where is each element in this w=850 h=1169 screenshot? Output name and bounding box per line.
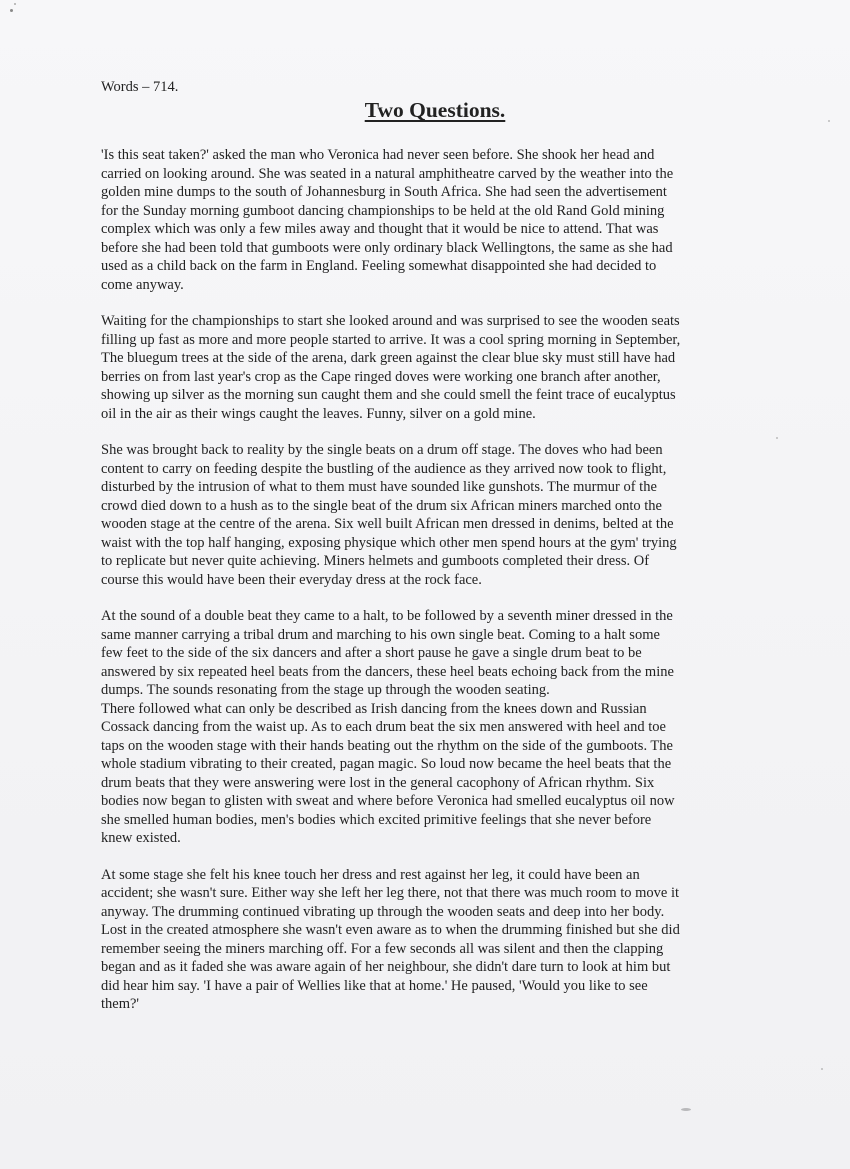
story-body <box>101 146 781 1032</box>
scan-speck <box>14 3 16 5</box>
document-title: Two Questions. <box>364 98 506 122</box>
text-line: complex which was only a few miles away and thought that it would be nice to attend. That was <box>101 221 659 237</box>
text-line: Cossack dancing from the waist up. As to each drum beat the six men answered with heel and toe <box>101 719 666 735</box>
text-line: used as a child back on the farm in England. Feeling somewhat disappointed she had decided to <box>101 258 657 274</box>
text-line: them?' <box>101 996 140 1012</box>
paragraph-2 <box>101 312 781 423</box>
paragraph-3 <box>101 441 781 589</box>
text-line: remember seeing the miners marching off. For a few seconds all was silent and then the clapping <box>101 940 664 957</box>
text-line: She was brought back to reality by the single beats on a drum off stage. The doves who had been <box>101 442 663 458</box>
text-line: knew existed. <box>101 830 181 846</box>
text-line: Lost in the created atmosphere she wasn't even aware as to when the drumming finished but she did <box>101 922 680 938</box>
text-line: whole stadium vibrating to their created, pagan magic. So loud now became the heel beats that the <box>101 756 672 772</box>
scan-speck <box>681 1108 691 1111</box>
text-line: carried on looking around. She was seated in a natural amphitheatre carved by the weather into the <box>101 165 674 182</box>
text-line: oil in the air as their wings caught the leaves. Funny, silver on a gold mine. <box>101 405 536 422</box>
text-line: showing up silver as the morning sun caught them and she could smell the feint trace of eucalyptus <box>101 387 676 403</box>
text-line: accident; she wasn't sure. Either way she left her leg there, not that there was much room to move it <box>101 885 679 901</box>
text-line: dumps. The sounds resonating from the stage up through the wooden seating. <box>101 682 550 698</box>
text-line: anyway. The drumming continued vibrating up through the wooden seats and deep into her body. <box>101 903 665 920</box>
text-line: she smelled human bodies, men's bodies which excited primitive feelings that she never before <box>101 811 652 828</box>
text-line: to replicate but never quite achieving. Miners helmets and gumboots completed their dress. Of <box>101 553 650 569</box>
text-line: There followed what can only be described as Irish dancing from the knees down and Russian <box>101 700 647 717</box>
text-line: content to carry on feeding despite the bustling of the audience as they arrived now took to flight, <box>101 460 667 477</box>
text-line: golden mine dumps to the south of Johannesburg in South Africa. She had seen the advertisement <box>101 184 667 200</box>
text-line: for the Sunday morning gumboot dancing championships to be held at the old Rand Gold mining <box>101 202 665 219</box>
text-line: few feet to the side of the six dancers and after a short pause he gave a single drum beat to be <box>101 645 642 661</box>
text-line: course this would have been their everyday dress at the rock face. <box>101 571 482 588</box>
text-line: filling up fast as more and more people started to arrive. It was a cool spring morning in September, <box>101 331 681 348</box>
paragraph-4 <box>101 607 781 700</box>
paragraph-6 <box>101 866 781 1014</box>
text-line: berries on from last year's crop as the Cape ringed doves were working one branch after another, <box>101 368 661 385</box>
text-line: wooden stage at the centre of the arena. Six well built African men dressed in denims, belted at the <box>101 516 674 532</box>
text-line: began and as it faded she was aware again of her neighbour, she didn't dare turn to look at him but <box>101 959 671 975</box>
text-line: did hear him say. 'I have a pair of Wellies like that at home.' He paused, 'Would you like to see <box>101 977 648 994</box>
scan-speck <box>776 437 778 439</box>
text-line: taps on the wooden stage with their hands beating out the rhythm on the side of the gumboots. The <box>101 737 673 754</box>
text-line: 'Is this seat taken?' asked the man who Veronica had never seen before. She shook her head and <box>101 147 655 163</box>
text-line: come anyway. <box>101 276 184 293</box>
text-line: bodies now began to glisten with sweat and where before Veronica had smelled eucalyptus oil now <box>101 793 675 809</box>
text-line: At some stage she felt his knee touch her dress and rest against her leg, it could have been an <box>101 866 640 883</box>
text-line: Waiting for the championships to start she looked around and was surprised to see the wooden seats <box>101 313 680 329</box>
paragraph-1 <box>101 146 781 294</box>
text-line: waist with the top half hanging, exposing physique which other men spend hours at the gym' trying <box>101 534 677 551</box>
scan-speck <box>10 9 13 12</box>
text-line: answered by six repeated heel beats from the dancers, these heel beats echoing back from the mine <box>101 663 674 680</box>
text-line: The bluegum trees at the side of the arena, dark green against the clear blue sky must still have had <box>101 350 676 366</box>
paragraph-5 <box>101 700 781 848</box>
text-line: same manner carrying a tribal drum and marching to his own single beat. Coming to a halt some <box>101 626 660 643</box>
text-line: before she had been told that gumboots were only ordinary black Wellingtons, the same as she had <box>101 239 673 256</box>
word-count: Words – 714. <box>101 79 179 95</box>
text-line: disturbed by the intrusion of what to them must have sounded like gunshots. The murmur of the <box>101 479 657 495</box>
text-line: drum beats that they were answering were lost in the general cacophony of African rhythm. Six <box>101 774 655 791</box>
scan-speck <box>828 120 830 122</box>
scan-speck <box>821 1068 823 1070</box>
text-line: At the sound of a double beat they came to a halt, to be followed by a seventh miner dressed in the <box>101 608 673 624</box>
text-line: crowd died down to a hush as to the single beat of the drum six African miners marched onto the <box>101 497 662 514</box>
